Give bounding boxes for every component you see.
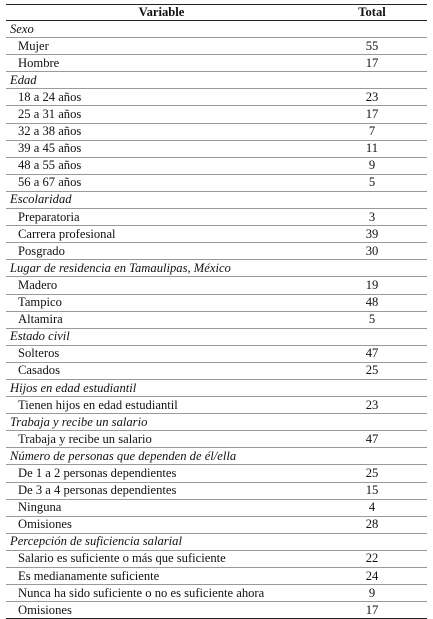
table-row [6, 550, 427, 567]
row-label: Carrera profesional [6, 226, 317, 243]
category-row [6, 328, 427, 345]
category-label: Escolaridad [6, 191, 427, 208]
category-row [6, 260, 427, 277]
table-row [6, 106, 427, 123]
row-total-value: 25 [317, 362, 427, 379]
category-label: Percepción de suficiencia salarial [6, 533, 427, 550]
row-total-value: 17 [317, 55, 427, 72]
category-row [6, 21, 427, 38]
row-total-value: 23 [317, 397, 427, 414]
table-row [6, 226, 427, 243]
row-total-value: 17 [317, 602, 427, 619]
table-row [6, 243, 427, 260]
category-row [6, 533, 427, 550]
row-total-value: 11 [317, 140, 427, 157]
table-row [6, 499, 427, 516]
row-label: Preparatoria [6, 209, 317, 226]
row-total-value: 7 [317, 123, 427, 140]
row-total-value: 25 [317, 465, 427, 482]
row-label: 25 a 31 años [6, 106, 317, 123]
row-total-value: 48 [317, 294, 427, 311]
table-row [6, 397, 427, 414]
row-total-value: 47 [317, 345, 427, 362]
table-row [6, 568, 427, 585]
table-row [6, 157, 427, 174]
row-total-value: 9 [317, 585, 427, 602]
table-header-row [6, 5, 427, 21]
table-body [6, 21, 427, 619]
row-label: De 1 a 2 personas dependientes [6, 465, 317, 482]
demographics-table [6, 4, 427, 619]
table-row [6, 516, 427, 533]
table-row [6, 482, 427, 499]
row-label: Solteros [6, 345, 317, 362]
row-label: Altamira [6, 311, 317, 328]
table-row [6, 431, 427, 448]
table-row [6, 585, 427, 602]
table-row [6, 174, 427, 191]
row-total-value: 9 [317, 157, 427, 174]
total-column-header: Total [317, 5, 427, 21]
category-label: Sexo [6, 21, 427, 38]
table-row [6, 209, 427, 226]
variable-column-header: Variable [6, 5, 317, 21]
row-total-value: 55 [317, 38, 427, 55]
category-label: Hijos en edad estudiantil [6, 379, 427, 396]
category-label: Lugar de residencia en Tamaulipas, México [6, 260, 427, 277]
row-total-value: 3 [317, 209, 427, 226]
category-row [6, 448, 427, 465]
row-label: Madero [6, 277, 317, 294]
row-label: 32 a 38 años [6, 123, 317, 140]
row-label: Tampico [6, 294, 317, 311]
table-row [6, 602, 427, 619]
row-label: Tienen hijos en edad estudiantil [6, 397, 317, 414]
table-row [6, 38, 427, 55]
row-label: Es medianamente suficiente [6, 568, 317, 585]
category-label: Trabaja y recibe un salario [6, 414, 427, 431]
table-row [6, 362, 427, 379]
row-label: Trabaja y recibe un salario [6, 431, 317, 448]
row-label: De 3 a 4 personas dependientes [6, 482, 317, 499]
category-row [6, 379, 427, 396]
row-total-value: 19 [317, 277, 427, 294]
row-label: Casados [6, 362, 317, 379]
row-total-value: 22 [317, 550, 427, 567]
row-label: Mujer [6, 38, 317, 55]
table-row [6, 294, 427, 311]
table-row [6, 55, 427, 72]
row-total-value: 5 [317, 311, 427, 328]
row-total-value: 47 [317, 431, 427, 448]
row-total-value: 24 [317, 568, 427, 585]
table-row [6, 140, 427, 157]
category-row [6, 72, 427, 89]
row-total-value: 30 [317, 243, 427, 260]
row-label: Hombre [6, 55, 317, 72]
table-row [6, 277, 427, 294]
row-total-value: 4 [317, 499, 427, 516]
row-label: 18 a 24 años [6, 89, 317, 106]
row-label: Nunca ha sido suficiente o no es suficiente ahora [6, 585, 317, 602]
row-label: Posgrado [6, 243, 317, 260]
row-label: Omisiones [6, 516, 317, 533]
category-row [6, 414, 427, 431]
row-total-value: 28 [317, 516, 427, 533]
row-label: 56 a 67 años [6, 174, 317, 191]
category-label: Número de personas que dependen de él/ella [6, 448, 427, 465]
row-label: Ninguna [6, 499, 317, 516]
row-total-value: 15 [317, 482, 427, 499]
row-total-value: 5 [317, 174, 427, 191]
table-row [6, 465, 427, 482]
row-total-value: 17 [317, 106, 427, 123]
category-label: Estado civil [6, 328, 427, 345]
table-row [6, 311, 427, 328]
table-row [6, 345, 427, 362]
category-row [6, 191, 427, 208]
row-total-value: 23 [317, 89, 427, 106]
table-row [6, 123, 427, 140]
row-label: Omisiones [6, 602, 317, 619]
table-row [6, 89, 427, 106]
category-label: Edad [6, 72, 427, 89]
row-label: 39 a 45 años [6, 140, 317, 157]
row-label: 48 a 55 años [6, 157, 317, 174]
row-label: Salario es suficiente o más que suficiente [6, 550, 317, 567]
row-total-value: 39 [317, 226, 427, 243]
